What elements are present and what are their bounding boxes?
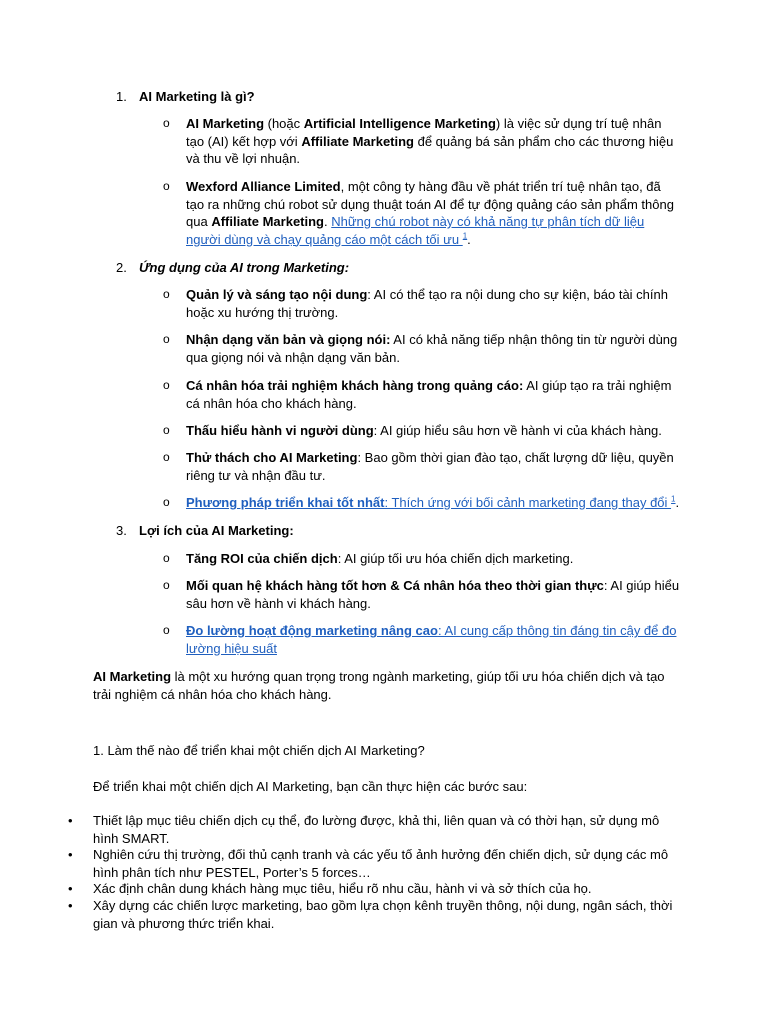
text-run: . [467, 231, 471, 247]
item-text [186, 550, 681, 568]
sub-marker: o [163, 116, 170, 130]
item-text [186, 286, 681, 321]
sub-marker: o [163, 287, 170, 301]
item-text [186, 377, 681, 412]
item-text [186, 422, 681, 440]
section-1-item-1 [163, 115, 683, 167]
text-run: AI có khả năng tiếp nhận thông tin từ người dùng qua giọng nói và nhận dạng văn bản. [186, 332, 678, 365]
sub-marker: o [163, 179, 170, 193]
sub-marker: o [163, 551, 170, 565]
bullet-icon: • [68, 881, 73, 896]
question-heading: 1. Làm thế nào để triển khai một chiến dịch AI Marketing? [93, 743, 425, 758]
link-text[interactable]: 1 [671, 494, 676, 504]
text-run: : AI có thể tạo ra nội dung cho sự kiện, báo tài chính hoặc xu hướng thị trường. [186, 287, 668, 320]
bold-text: Affiliate Marketing [301, 133, 414, 149]
bold-text: Affiliate Marketing [211, 214, 324, 229]
bold-text: Wexford Alliance Limited [186, 179, 341, 194]
bullet-icon: • [68, 813, 73, 828]
section-1-number: 1. [116, 89, 127, 104]
item-text [186, 331, 681, 366]
intro-paragraph: Để triển khai một chiến dịch AI Marketing, bạn cần thực hiện các bước sau: [93, 779, 528, 794]
sub-marker: o [163, 495, 170, 509]
link-text[interactable]: Đo lường hoạt động marketing nâng cao [186, 623, 438, 638]
step-text: Nghiên cứu thị trường, đối thủ cạnh tranh và các yếu tố ảnh hưởng đến chiến dịch, sử dụng các mô hình phân tích như PESTEL, Porter’s 5 forces… [93, 847, 669, 880]
item-text [186, 178, 681, 248]
text-run: để quảng bá sản phẩm cho các thương hiệu và thu về lợi nhuận. [186, 133, 674, 166]
bold-text: Tăng ROI của chiến dịch [186, 551, 338, 566]
link-text[interactable]: : AI cung cấp thông tin đáng tin cậy để đo lường hiệu suất [186, 623, 677, 656]
item-text[interactable] [186, 622, 681, 657]
item-text [186, 577, 681, 612]
bold-text: Mối quan hệ khách hàng tốt hơn & Cá nhân hóa theo thời gian thực [186, 578, 604, 593]
section-3-title: Lợi ích của AI Marketing: [139, 523, 294, 538]
bold-text: Artificial Intelligence Marketing [303, 116, 496, 131]
text-run: AI giúp tạo ra trải nghiệm cá nhân hóa cho khách hàng. [186, 378, 672, 411]
bold-text: Nhận dạng văn bản và giọng nói: [186, 332, 391, 347]
sub-marker: o [163, 423, 170, 437]
step-text: Thiết lập mục tiêu chiến dịch cụ thể, đo lường được, khả thi, liên quan và có thời hạn, sử dụng mô hình SMART. [93, 813, 660, 846]
bullet-icon: • [68, 847, 73, 862]
bold-text: Quản lý và sáng tạo nội dung [186, 287, 368, 302]
item-text[interactable] [186, 494, 681, 512]
text-run: ) là việc sử dụng trí tuệ nhân tạo (AI) kết hợp với [186, 116, 662, 149]
section-1-item-2 [163, 178, 683, 248]
text-run: : AI giúp hiểu sâu hơn về hành vi khách hàng. [186, 578, 680, 611]
bullet-icon: • [68, 898, 73, 913]
text-run: , một công ty hàng đầu về phát triển trí tuệ nhân tạo, đã tạo ra những chú robot sử dụng thuật toán AI để tự động quảng cáo sản phẩm thông qua [186, 179, 674, 229]
text-run: : Bao gồm thời gian đào tạo, chất lượng dữ liệu, quyền riêng tư và nhận đầu tư. [186, 450, 674, 483]
text-run: . [324, 214, 332, 229]
text-run: là một xu hướng quan trọng trong ngành marketing, giúp tối ưu hóa chiến dịch và tạo trải nghiệm cá nhân hóa cho khách hàng. [93, 669, 665, 702]
bold-text: Thấu hiểu hành vi người dùng [186, 423, 374, 438]
section-1-title: AI Marketing là gì? [139, 89, 255, 104]
summary-paragraph [93, 668, 683, 703]
bold-text: AI Marketing [186, 116, 265, 131]
text-run: (hoặc [264, 116, 304, 131]
bold-text: Cá nhân hóa trải nghiệm khách hàng trong quảng cáo: [186, 378, 524, 393]
sub-marker: o [163, 578, 170, 592]
item-text [186, 115, 681, 168]
section-2-number: 2. [116, 260, 127, 275]
sub-marker: o [163, 450, 170, 464]
sub-marker: o [163, 378, 170, 392]
item-text [186, 449, 681, 484]
section-2-title: Ứng dụng của AI trong Marketing: [139, 260, 350, 275]
text-run: : AI giúp hiểu sâu hơn về hành vi của khách hàng. [373, 423, 662, 438]
sub-marker: o [163, 623, 170, 637]
text-run: . [675, 495, 680, 510]
text-run: : AI giúp tối ưu hóa chiến dịch marketing. [337, 551, 574, 566]
link-text[interactable]: : Thích ứng với bối cảnh marketing đang thay đổi [384, 495, 672, 510]
step-text: Xây dựng các chiến lược marketing, bao gồm lựa chọn kênh truyền thông, nội dung, ngân sách, thời gian và phương thức triển khai. [93, 898, 673, 931]
bold-text: Thử thách cho AI Marketing [186, 450, 358, 465]
sub-marker: o [163, 332, 170, 346]
step-text: Xác định chân dung khách hàng mục tiêu, hiểu rõ nhu cầu, hành vi và sở thích của họ. [93, 881, 592, 896]
section-3-number: 3. [116, 523, 127, 538]
link-text[interactable]: Những chú robot này có khả năng tự phân tích dữ liệu người dùng và chạy quảng cáo một cách tối ưu [186, 214, 645, 247]
bold-text: AI Marketing [93, 669, 172, 684]
link-text[interactable]: 1 [462, 231, 468, 241]
link-text[interactable]: Phương pháp triển khai tốt nhất [186, 495, 385, 510]
